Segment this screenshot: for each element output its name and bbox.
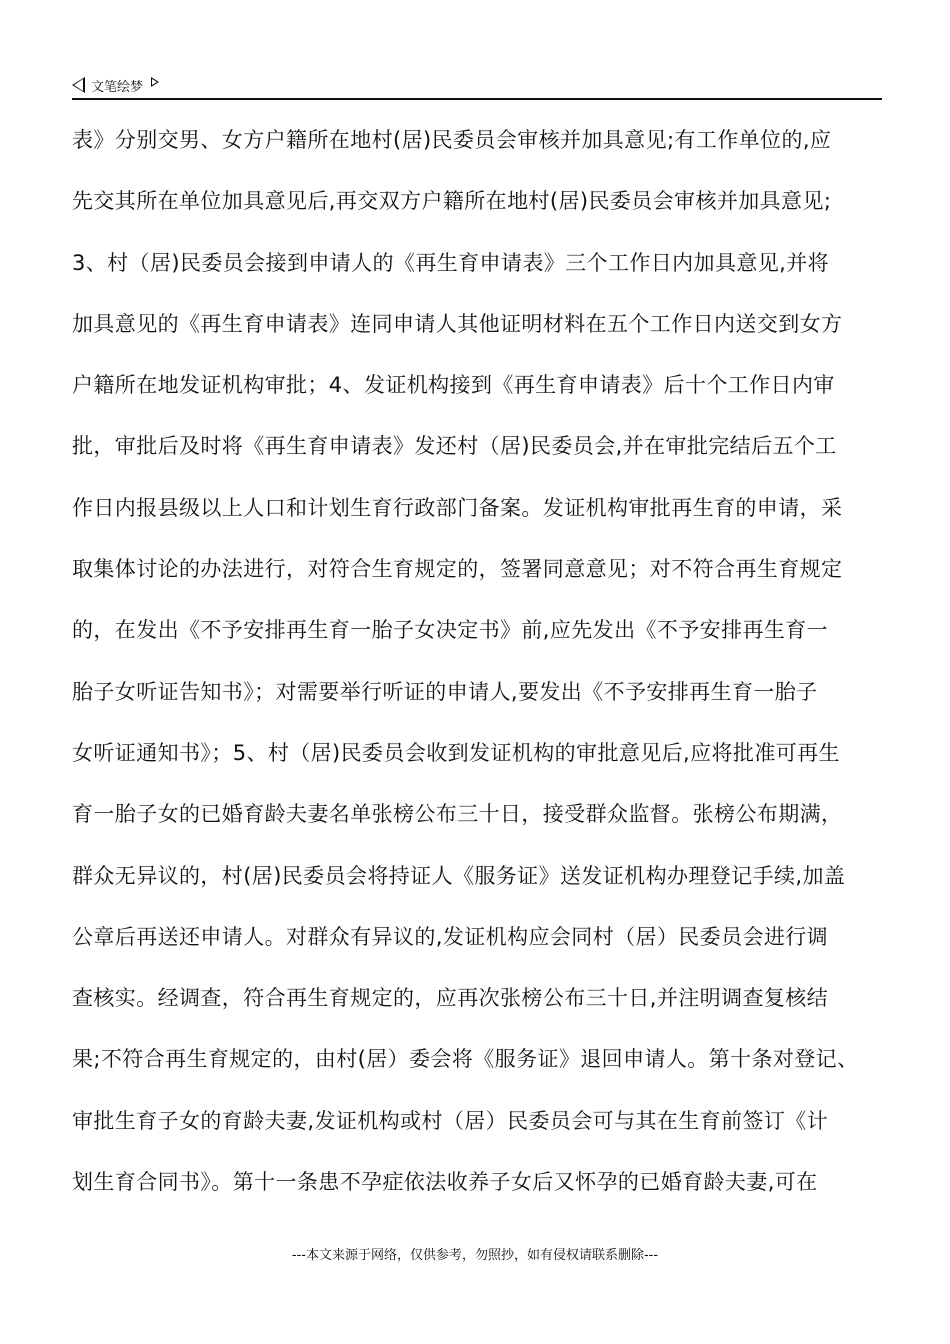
body-line: 女听证通知书》；5、村（居)民委员会收到发证机构的审批意见后,应将批准可再生 xyxy=(72,740,840,765)
body-line: 户籍所在地发证机构审批；4、发证机构接到《再生育申请表》后十个工作日内审 xyxy=(72,373,835,398)
body-line: 公章后再送还申请人。对群众有异议的,发证机构应会同村（居）民委员会进行调 xyxy=(72,924,829,949)
body-line: 加具意见的《再生育申请表》连同申请人其他证明材料在五个工作日内送交到女方 xyxy=(72,311,843,336)
body-line: 取集体讨论的办法进行，对符合生育规定的，签署同意意见；对不符合再生育规定 xyxy=(72,557,843,582)
body-line: 的，在发出《不予安排再生育一胎子女决定书》前,应先发出《不予安排再生育一 xyxy=(72,618,829,643)
body-line: 胎子女听证告知书》；对需要举行听证的申请人,要发出《不予安排再生育一胎子 xyxy=(72,679,818,704)
header-divider xyxy=(72,98,882,100)
body-line: 作日内报县级以上人口和计划生育行政部门备案。发证机构审批再生育的申请，采 xyxy=(72,495,843,520)
page-header xyxy=(72,74,880,96)
body-line: 批，审批后及时将《再生育申请表》发还村（居)民委员会,并在审批完结后五个工 xyxy=(72,434,837,459)
page-footer: ---本文来源于网络，仅供参考，勿照抄，如有侵权请联系删除--- xyxy=(291,1248,659,1263)
body-line: 划生育合同书》。第十一条患不孕症依法收养子女后又怀孕的已婚育龄夫妻,可在 xyxy=(72,1170,818,1195)
header-title: 文笔绘梦 xyxy=(91,79,144,95)
triangle-right-outline-icon xyxy=(151,77,159,87)
body-line: 表》分别交男、女方户籍所在地村(居)民委员会审核并加具意见;有工作单位的,应 xyxy=(72,128,832,152)
body-line: 育一胎子女的已婚育龄夫妻名单张榜公布三十日，接受群众监督。张榜公布期满， xyxy=(72,802,843,827)
body-line: 3、村（居)民委员会接到申请人的《再生育申请表》三个工作日内加具意见,并将 xyxy=(72,250,830,275)
body-line: 果;不符合再生育规定的，由村(居）委会将《服务证》退回申请人。第十条对登记、 xyxy=(72,1047,859,1072)
body-line: 先交其所在单位加具意见后,再交双方户籍所在地村(居)民委员会审核并加具意见; xyxy=(72,189,832,214)
body-line: 查核实。经调查，符合再生育规定的，应再次张榜公布三十日,并注明调查复核结 xyxy=(72,986,829,1011)
document-body xyxy=(72,118,882,1221)
body-line: 审批生育子女的育龄夫妻,发证机构或村（居）民委员会可与其在生育前签订《计 xyxy=(72,1108,829,1133)
triangle-left-outline-icon xyxy=(72,77,85,93)
body-line: 群众无异议的，村(居)民委员会将持证人《服务证》送发证机构办理登记手续,加盖 xyxy=(72,863,846,888)
